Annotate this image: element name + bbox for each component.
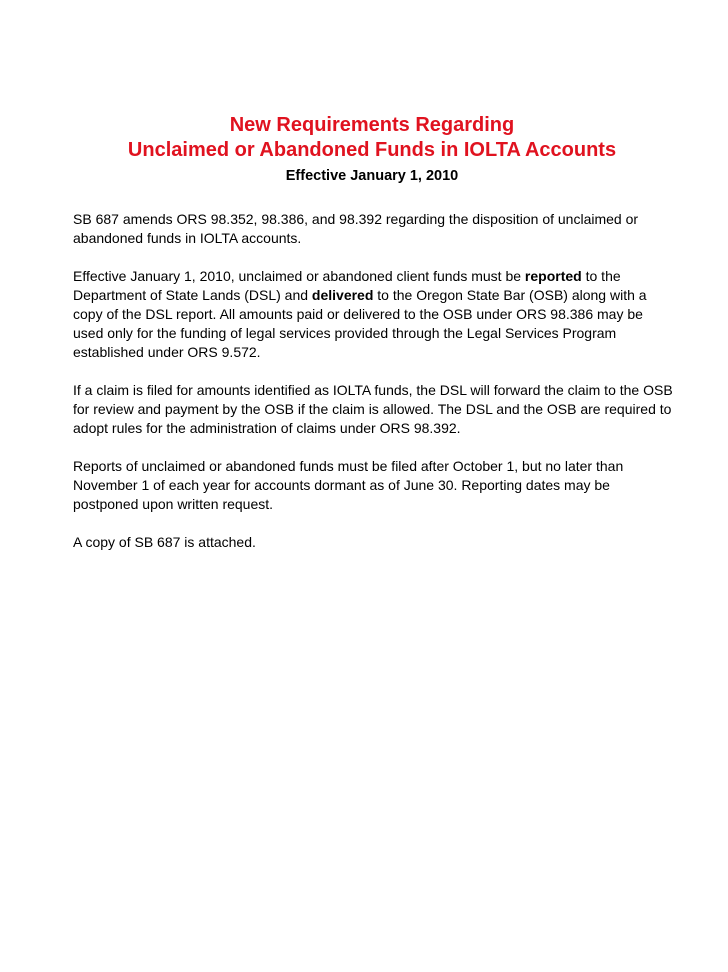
title-line-1: New Requirements Regarding bbox=[229, 114, 515, 136]
title-line-2: Unclaimed or Abandoned Funds in IOLTA Accounts bbox=[127, 139, 617, 161]
paragraph-4: Reports of unclaimed or abandoned funds must be filed after October 1, but no later than November 1 of each year for accounts dormant as of June 30. Reporting dates may be postponed upon written request. bbox=[73, 458, 624, 512]
paragraph-2-bold-delivered: delivered bbox=[311, 287, 374, 303]
paragraph-3: If a claim is filed for amounts identified as IOLTA funds, the DSL will forward the claim to the OSB for review and payment by the OSB if the claim is allowed. The DSL and the OSB are required to adopt rules for the administration of claims under ORS 98.392. bbox=[73, 382, 673, 436]
paragraph-2-text-c: to the Oregon State Bar (OSB) along with a copy of the DSL report. All amounts paid or delivered to the OSB under ORS 98.386 may be used only for the funding of legal services provided through the Legal Services Program established under ORS 9.572. bbox=[73, 287, 647, 360]
title-block bbox=[0, 113, 728, 185]
paragraph-1: SB 687 amends ORS 98.352, 98.386, and 98.392 regarding the disposition of unclaimed or abandoned funds in IOLTA accounts. bbox=[73, 211, 639, 246]
paragraph-5: A copy of SB 687 is attached. bbox=[73, 534, 256, 550]
body-text bbox=[73, 210, 673, 571]
effective-date-line: Effective January 1, 2010 bbox=[285, 168, 459, 184]
paragraph-2-bold-reported: reported bbox=[524, 268, 582, 284]
paragraph-2 bbox=[73, 267, 673, 362]
paragraph-2-text-a: Effective January 1, 2010, unclaimed or abandoned client funds must be bbox=[73, 268, 525, 284]
paragraph-2-text-b: to the Department of State Lands (DSL) and bbox=[73, 268, 621, 303]
